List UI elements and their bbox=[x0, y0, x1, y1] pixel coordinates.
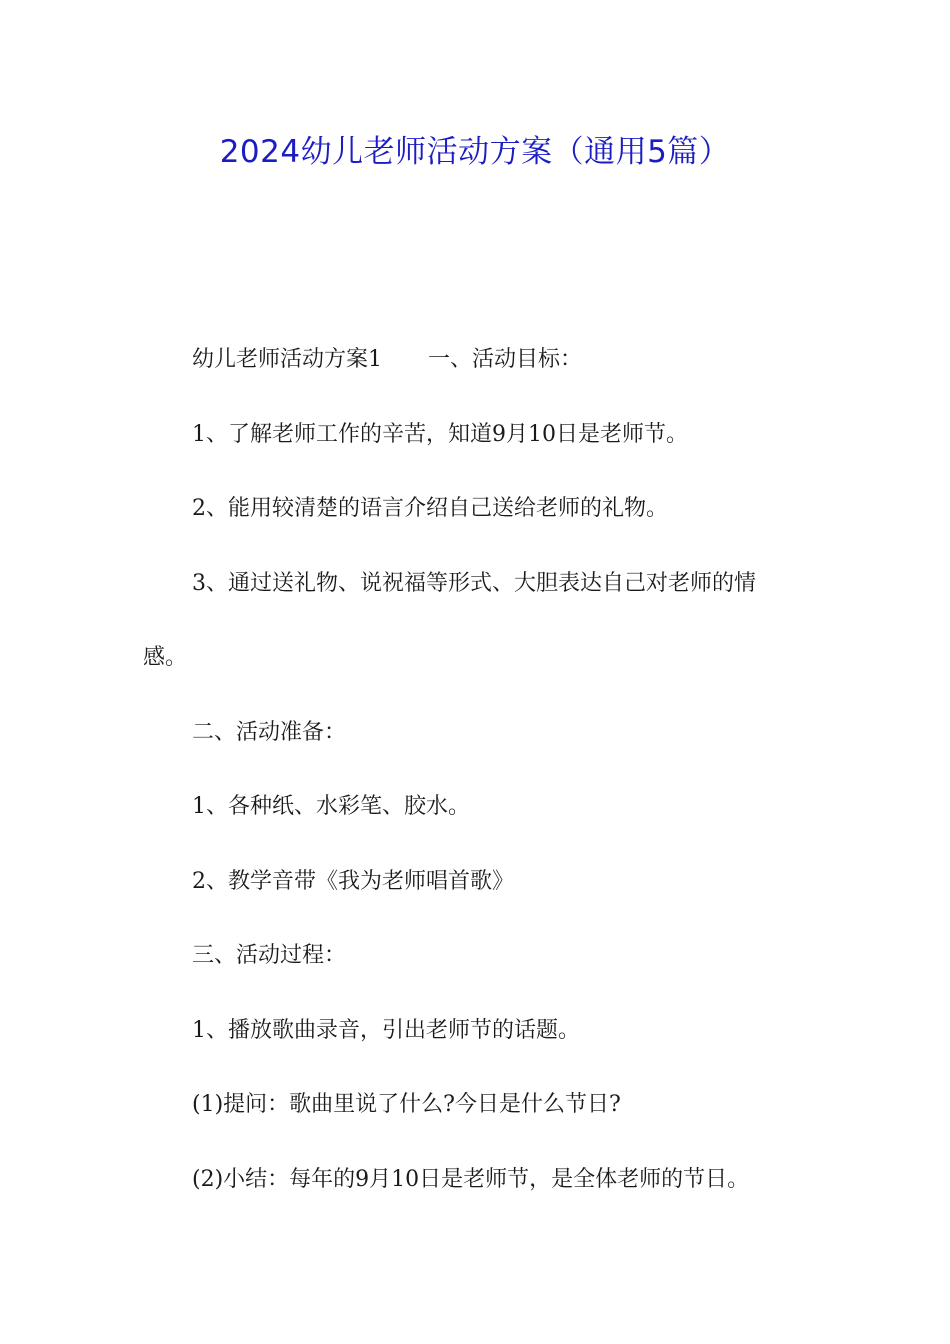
goal-item-3-continuation: 感。 bbox=[143, 645, 188, 670]
process-subitem-1: (1)提问：歌曲里说了什么?今日是什么节日? bbox=[192, 1092, 621, 1117]
section-heading: 幼儿老师活动方案1 bbox=[192, 347, 382, 372]
document-title: 2024幼儿老师活动方案（通用5篇） bbox=[219, 134, 731, 170]
goal-item-3: 3、通过送礼物、说祝福等形式、大胆表达自己对老师的情 bbox=[192, 571, 756, 596]
process-item-1: 1、播放歌曲录音，引出老师节的话题。 bbox=[192, 1018, 580, 1043]
preparation-item-1: 1、各种纸、水彩笔、胶水。 bbox=[192, 794, 470, 819]
goal-item-1: 1、了解老师工作的辛苦，知道9月10日是老师节。 bbox=[192, 422, 688, 447]
preparation-heading: 二、活动准备： bbox=[192, 720, 347, 745]
goal-item-2: 2、能用较清楚的语言介绍自己送给老师的礼物。 bbox=[192, 496, 668, 521]
goal-heading: 一、活动目标： bbox=[428, 347, 583, 372]
process-heading: 三、活动过程： bbox=[192, 943, 347, 968]
paragraph-line-1 bbox=[192, 345, 582, 375]
process-subitem-2: (2)小结：每年的9月10日是老师节，是全体老师的节日。 bbox=[192, 1167, 750, 1192]
preparation-item-2: 2、教学音带《我为老师唱首歌》 bbox=[192, 869, 514, 894]
